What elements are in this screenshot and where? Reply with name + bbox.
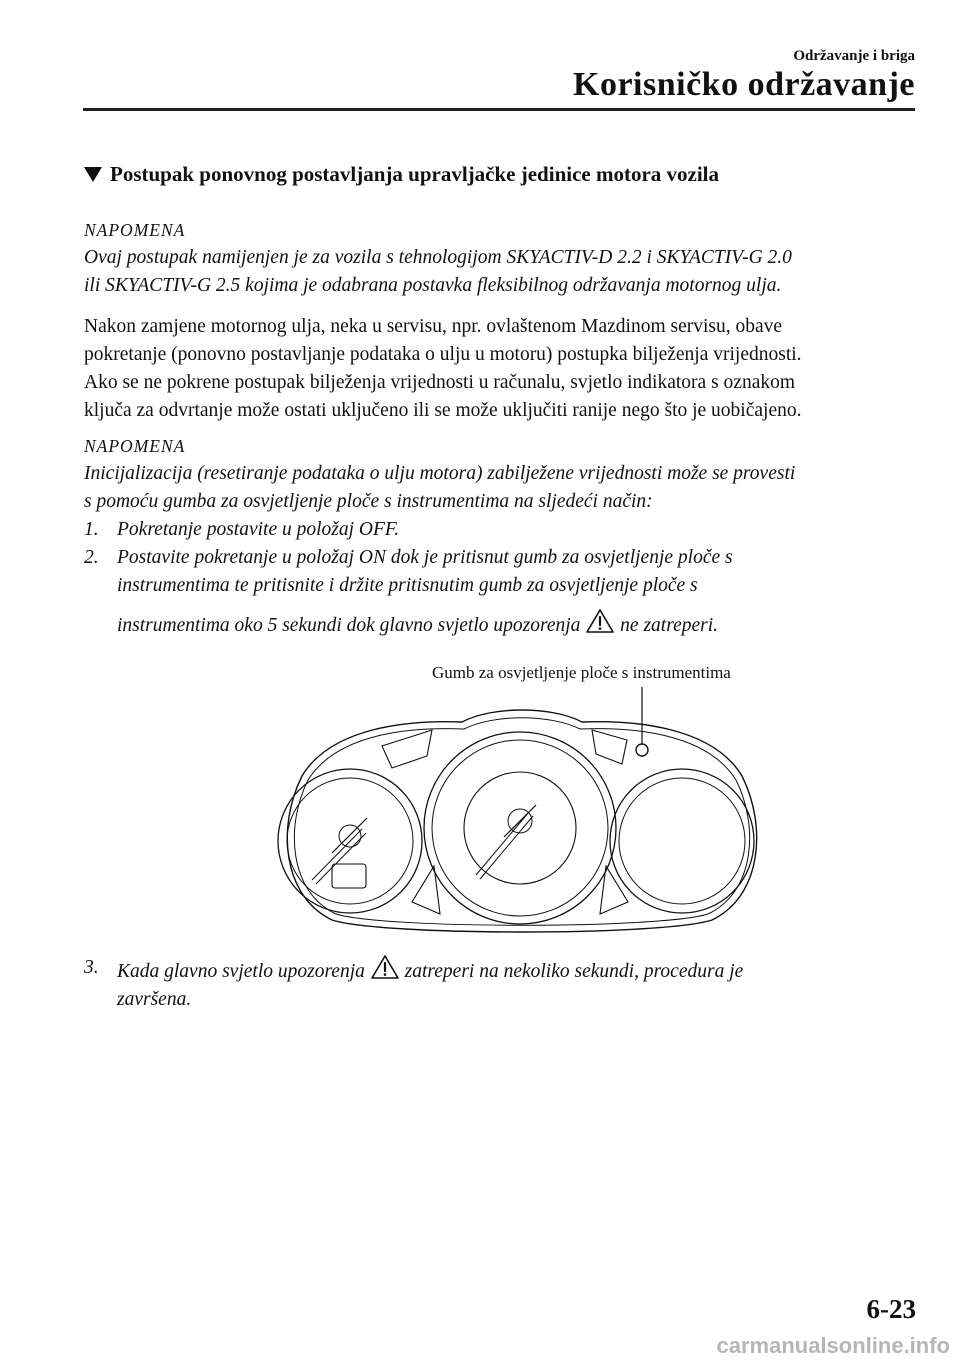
body-text-line: ključa za odvrtanje može ostati uključeno ili se može uključiti ranije nego što je uobičajeno. — [84, 400, 802, 421]
body-text-line: Nakon zamjene motornog ulja, neka u servisu, npr. ovlaštenom Mazdinom servisu, obave — [84, 316, 783, 337]
left-gauge-needle — [312, 829, 362, 880]
step-text: završena. — [117, 989, 192, 1010]
body-text-line: pokretanje (ponovno postavljanje podataka o ulju u motoru) postupka bilježenja vrijednosti. — [84, 344, 802, 365]
note-label: NAPOMENA — [84, 220, 186, 240]
chapter-name: Održavanje i briga — [793, 48, 915, 64]
center-gauge-face — [432, 740, 608, 916]
header-rule — [83, 108, 915, 111]
right-gauge — [610, 769, 754, 913]
step-3 — [84, 954, 924, 1014]
diagram-callout-label: Gumb za osvjetljenje ploče s instrumentima — [432, 663, 731, 682]
note-text-line: Ovaj postupak namijenjen je za vozila s tehnologijom SKYACTIV-D 2.2 i SKYACTIV-G 2.0 — [84, 247, 792, 268]
left-indicator-window — [382, 730, 432, 768]
site-watermark: carmanualsonline.info — [716, 1333, 950, 1358]
step-number: 2. — [84, 547, 99, 568]
section-marker-icon — [84, 167, 102, 182]
note-text-line: ili SKYACTIV-G 2.5 kojima je odabrana postavka fleksibilnog održavanja motornog ulja. — [84, 275, 782, 296]
step-text: instrumentima te pritisnite i držite pritisnutim gumb za osvjetljenje ploče s — [117, 575, 698, 596]
center-gauge-needle — [476, 812, 529, 875]
step-number: 1. — [84, 519, 99, 540]
step-2 — [84, 544, 924, 640]
section-title-text: Postupak ponovnog postavljanja upravljačke jedinice motora vozila — [110, 162, 720, 186]
note-text-line: s pomoću gumba za osvjetljenje ploče s instrumentima na sljedeći način: — [84, 491, 653, 512]
step-number: 3. — [84, 957, 99, 978]
dashboard-illumination-button — [636, 744, 648, 756]
page-heading: Korisničko održavanje — [573, 66, 915, 103]
step-text: Kada glavno svjetlo upozorenja zatreperi na nekoliko sekundi, procedura je — [117, 954, 924, 986]
right-indicator-window — [592, 730, 627, 764]
left-gauge-display — [332, 864, 366, 888]
section-title — [84, 162, 719, 187]
warning-triangle-icon — [585, 608, 615, 634]
step-text: Pokretanje postavite u položaj OFF. — [117, 519, 400, 540]
warning-triangle-icon — [370, 954, 400, 980]
body-text-line: Ako se ne pokrene postupak bilježenja vrijednosti u računalu, svjetlo indikatora s oznakom — [84, 372, 796, 393]
cluster-housing-inner — [294, 718, 749, 926]
note-text-line: Inicijalizacija (resetiranje podataka o ulju motora) zabilježene vrijednosti može se provesti — [84, 463, 796, 484]
step-1 — [84, 516, 924, 544]
center-gauge-inner — [464, 772, 576, 884]
left-gauge-hub — [339, 825, 361, 847]
right-gauge-face — [619, 778, 745, 904]
note-label: NAPOMENA — [84, 436, 186, 456]
page-number: 6-23 — [866, 1294, 916, 1324]
step-text: Postavite pokretanje u položaj ON dok je pritisnut gumb za osvjetljenje ploče s — [117, 547, 733, 568]
center-gauge — [424, 732, 616, 924]
instrument-cluster-diagram — [262, 656, 782, 936]
step-text: instrumentima oko 5 sekundi dok glavno svjetlo upozorenja ne zatreperi. — [117, 608, 924, 640]
